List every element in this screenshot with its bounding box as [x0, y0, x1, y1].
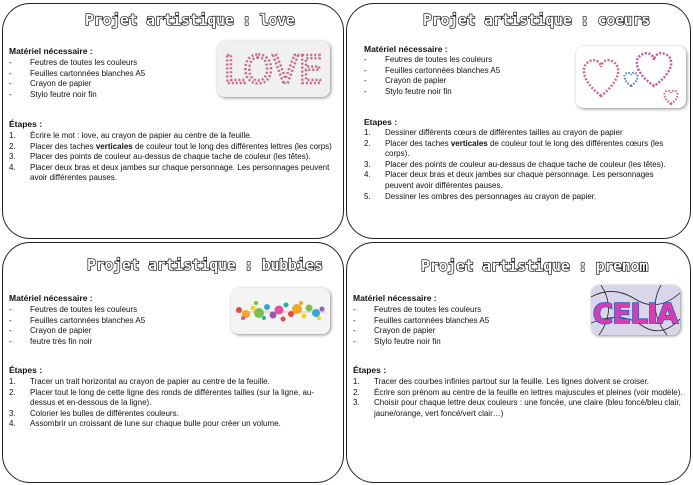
list-item: - Crayon de papier [353, 326, 558, 337]
step-item [364, 139, 684, 160]
step-text: Placer des taches [30, 141, 96, 151]
hearts-artwork-image [576, 46, 686, 108]
materials-list [364, 55, 569, 97]
steps-heading: Étapes : [9, 119, 43, 129]
step-number: 3. [353, 398, 360, 408]
steps-list [364, 128, 684, 202]
steps-list [9, 131, 339, 184]
card-title: Projet artistique : coeurs [423, 11, 651, 29]
step-item [353, 398, 683, 419]
bubble-dot [312, 309, 320, 317]
bubble-dot [292, 304, 302, 314]
list-item: - Crayon de papier [364, 76, 569, 87]
materials-list [353, 305, 558, 347]
list-item: - Stylo feutre noir fin [9, 90, 214, 101]
bubble-dot [281, 317, 286, 322]
list-item: - Feutres de toutes les couleurs [9, 58, 214, 69]
step-number: 1. [364, 128, 371, 137]
materials-heading: Matériel nécessaire : [9, 293, 93, 303]
step-item [9, 163, 339, 184]
bubble-dot [320, 307, 325, 312]
steps-heading: Étapes : [353, 365, 387, 375]
list-item: - Feuilles cartonnées blanches A5 [353, 316, 558, 327]
bubble-dot [275, 306, 284, 315]
bubble-dot [299, 301, 303, 305]
love-word: LOVE [223, 48, 323, 92]
card-title: Projet artistique : prenom [421, 257, 649, 275]
step-text: Choisir pour chaque lettre deux couleurs : une foncée, une claire (bleu foncé/bleu clair, jaune/orange, vert foncé/vert clair…) [374, 398, 681, 418]
step-text: Colorier les bulles de différentes couleurs. [30, 408, 179, 418]
step-number: 4. [364, 170, 371, 180]
list-item: - Feuilles cartonnées blanches A5 [9, 316, 214, 327]
step-number: 4. [9, 419, 16, 429]
materials-heading: Matériel nécessaire : [364, 44, 448, 54]
list-item: - Stylo feutre noir fin [353, 337, 558, 348]
step-text: de couleur tout le long des différentes cœurs (les corps). [385, 138, 664, 159]
bubble-dot [302, 314, 307, 319]
step-number: 1. [9, 131, 16, 140]
step-number: 1. [353, 377, 360, 386]
step-number: 3. [364, 159, 371, 169]
step-emphasis: verticales [95, 141, 133, 151]
bubble-dot [254, 308, 264, 318]
list-item: - Crayon de papier [9, 326, 214, 337]
step-number: 3. [9, 408, 16, 418]
step-item [9, 152, 339, 163]
steps-heading: Etapes : [364, 117, 398, 127]
step-number: 5. [364, 191, 371, 201]
bubble-dot [241, 316, 245, 320]
materials-list [9, 305, 214, 347]
bubbles-artwork-image [231, 288, 330, 334]
materials-heading: Matériel nécessaire : [353, 293, 437, 303]
step-number: 4. [9, 162, 16, 172]
step-item [353, 377, 683, 388]
step-item [364, 128, 684, 139]
card-title: Projet artistique : bubbies [87, 256, 323, 274]
name-word: CELIA [592, 297, 678, 330]
step-item [364, 192, 684, 203]
bubble-dot [236, 307, 242, 313]
step-text: Placer tout le long de cette ligne des ronds de différentes tailles (sur la ligne, au-dessus et en-dessous de la ligne). [30, 387, 315, 408]
bubble-dot [284, 303, 289, 308]
bubble-dot [251, 306, 256, 311]
list-item: - Feutres de toutes les couleurs [353, 305, 558, 316]
step-text: Placer des taches [385, 138, 451, 148]
step-item [9, 142, 339, 153]
step-text: Tracer un trait horizontal au crayon de papier au centre de la feuille. [30, 377, 270, 386]
card-coeurs [346, 3, 691, 239]
step-text: Écrire son prénom au centre de la feuille en lettres majuscules et pleines (voir modèle). [374, 387, 683, 397]
step-number: 2. [9, 141, 16, 151]
step-item [353, 388, 683, 399]
bubble-dot [262, 316, 266, 320]
step-text: Placer des points de couleur au-dessus de chaque tache de couleur (les têtes). [385, 159, 666, 169]
materials-heading: Matériel nécessaire : [9, 46, 93, 56]
steps-list [9, 377, 329, 430]
step-text: Placer des points de couleur au-dessus de chaque tache de couleur (les têtes). [30, 152, 311, 162]
list-item: - Feuilles cartonnées blanches A5 [9, 69, 214, 80]
bubble-dot [317, 316, 321, 320]
bubble-dot [254, 301, 258, 305]
list-item: - Feutres de toutes les couleurs [9, 305, 214, 316]
step-item [9, 388, 329, 409]
step-number: 2. [364, 138, 371, 148]
step-emphasis: verticales [450, 138, 488, 148]
list-item: - feutre très fin noir [9, 337, 214, 348]
list-item: - Feuilles cartonnées blanches A5 [364, 66, 569, 77]
step-text: Dessiner différents cœurs de différentes tailles au crayon de papier [385, 128, 623, 137]
step-item [364, 170, 684, 191]
steps-heading: Étapes : [9, 365, 43, 375]
list-item: - Stylo feutre noir fin [364, 87, 569, 98]
list-item: - Feutres de toutes les couleurs [364, 55, 569, 66]
step-text: Placer deux bras et deux jambes sur chaque personnage. Les personnages peuvent avoir différentes pauses. [30, 162, 330, 183]
step-item [9, 377, 329, 388]
materials-list [9, 58, 214, 100]
step-number: 2. [9, 387, 16, 397]
list-item: - Crayon de papier [9, 79, 214, 90]
step-item [364, 160, 684, 171]
love-artwork-image [217, 41, 330, 97]
card-love [2, 3, 344, 239]
card-title: Projet artistique : love [85, 11, 295, 29]
step-text: de couleur tout le long des différentes lettres (les corps) [132, 141, 332, 151]
step-number: 1. [9, 377, 16, 386]
step-text: Tracer des courbes infinies partout sur la feuille. Les lignes doivent se croiser. [374, 377, 649, 386]
step-item [9, 419, 329, 430]
step-text: Assombrir un croissant de lune sur chaque bulle pour créer un volume. [30, 419, 281, 429]
steps-list [353, 377, 683, 419]
card-bubbies [2, 242, 344, 483]
name-artwork-image [591, 285, 680, 335]
step-number: 2. [353, 387, 360, 397]
card-prenom [346, 242, 691, 483]
step-text: Placer deux bras et deux jambes sur chaque personnage. Les personnages peuvent avoir différentes pauses. [385, 170, 654, 190]
step-item [9, 409, 329, 420]
step-number: 3. [9, 152, 16, 162]
step-text: Dessiner les ombres des personnages au crayon de papier. [385, 191, 597, 201]
step-text: Écrire le mot : love, au crayon de papier au centre de la feuille. [30, 131, 252, 140]
step-item [9, 131, 339, 142]
bubble-dot [306, 305, 313, 312]
bubble-dot [264, 304, 270, 310]
